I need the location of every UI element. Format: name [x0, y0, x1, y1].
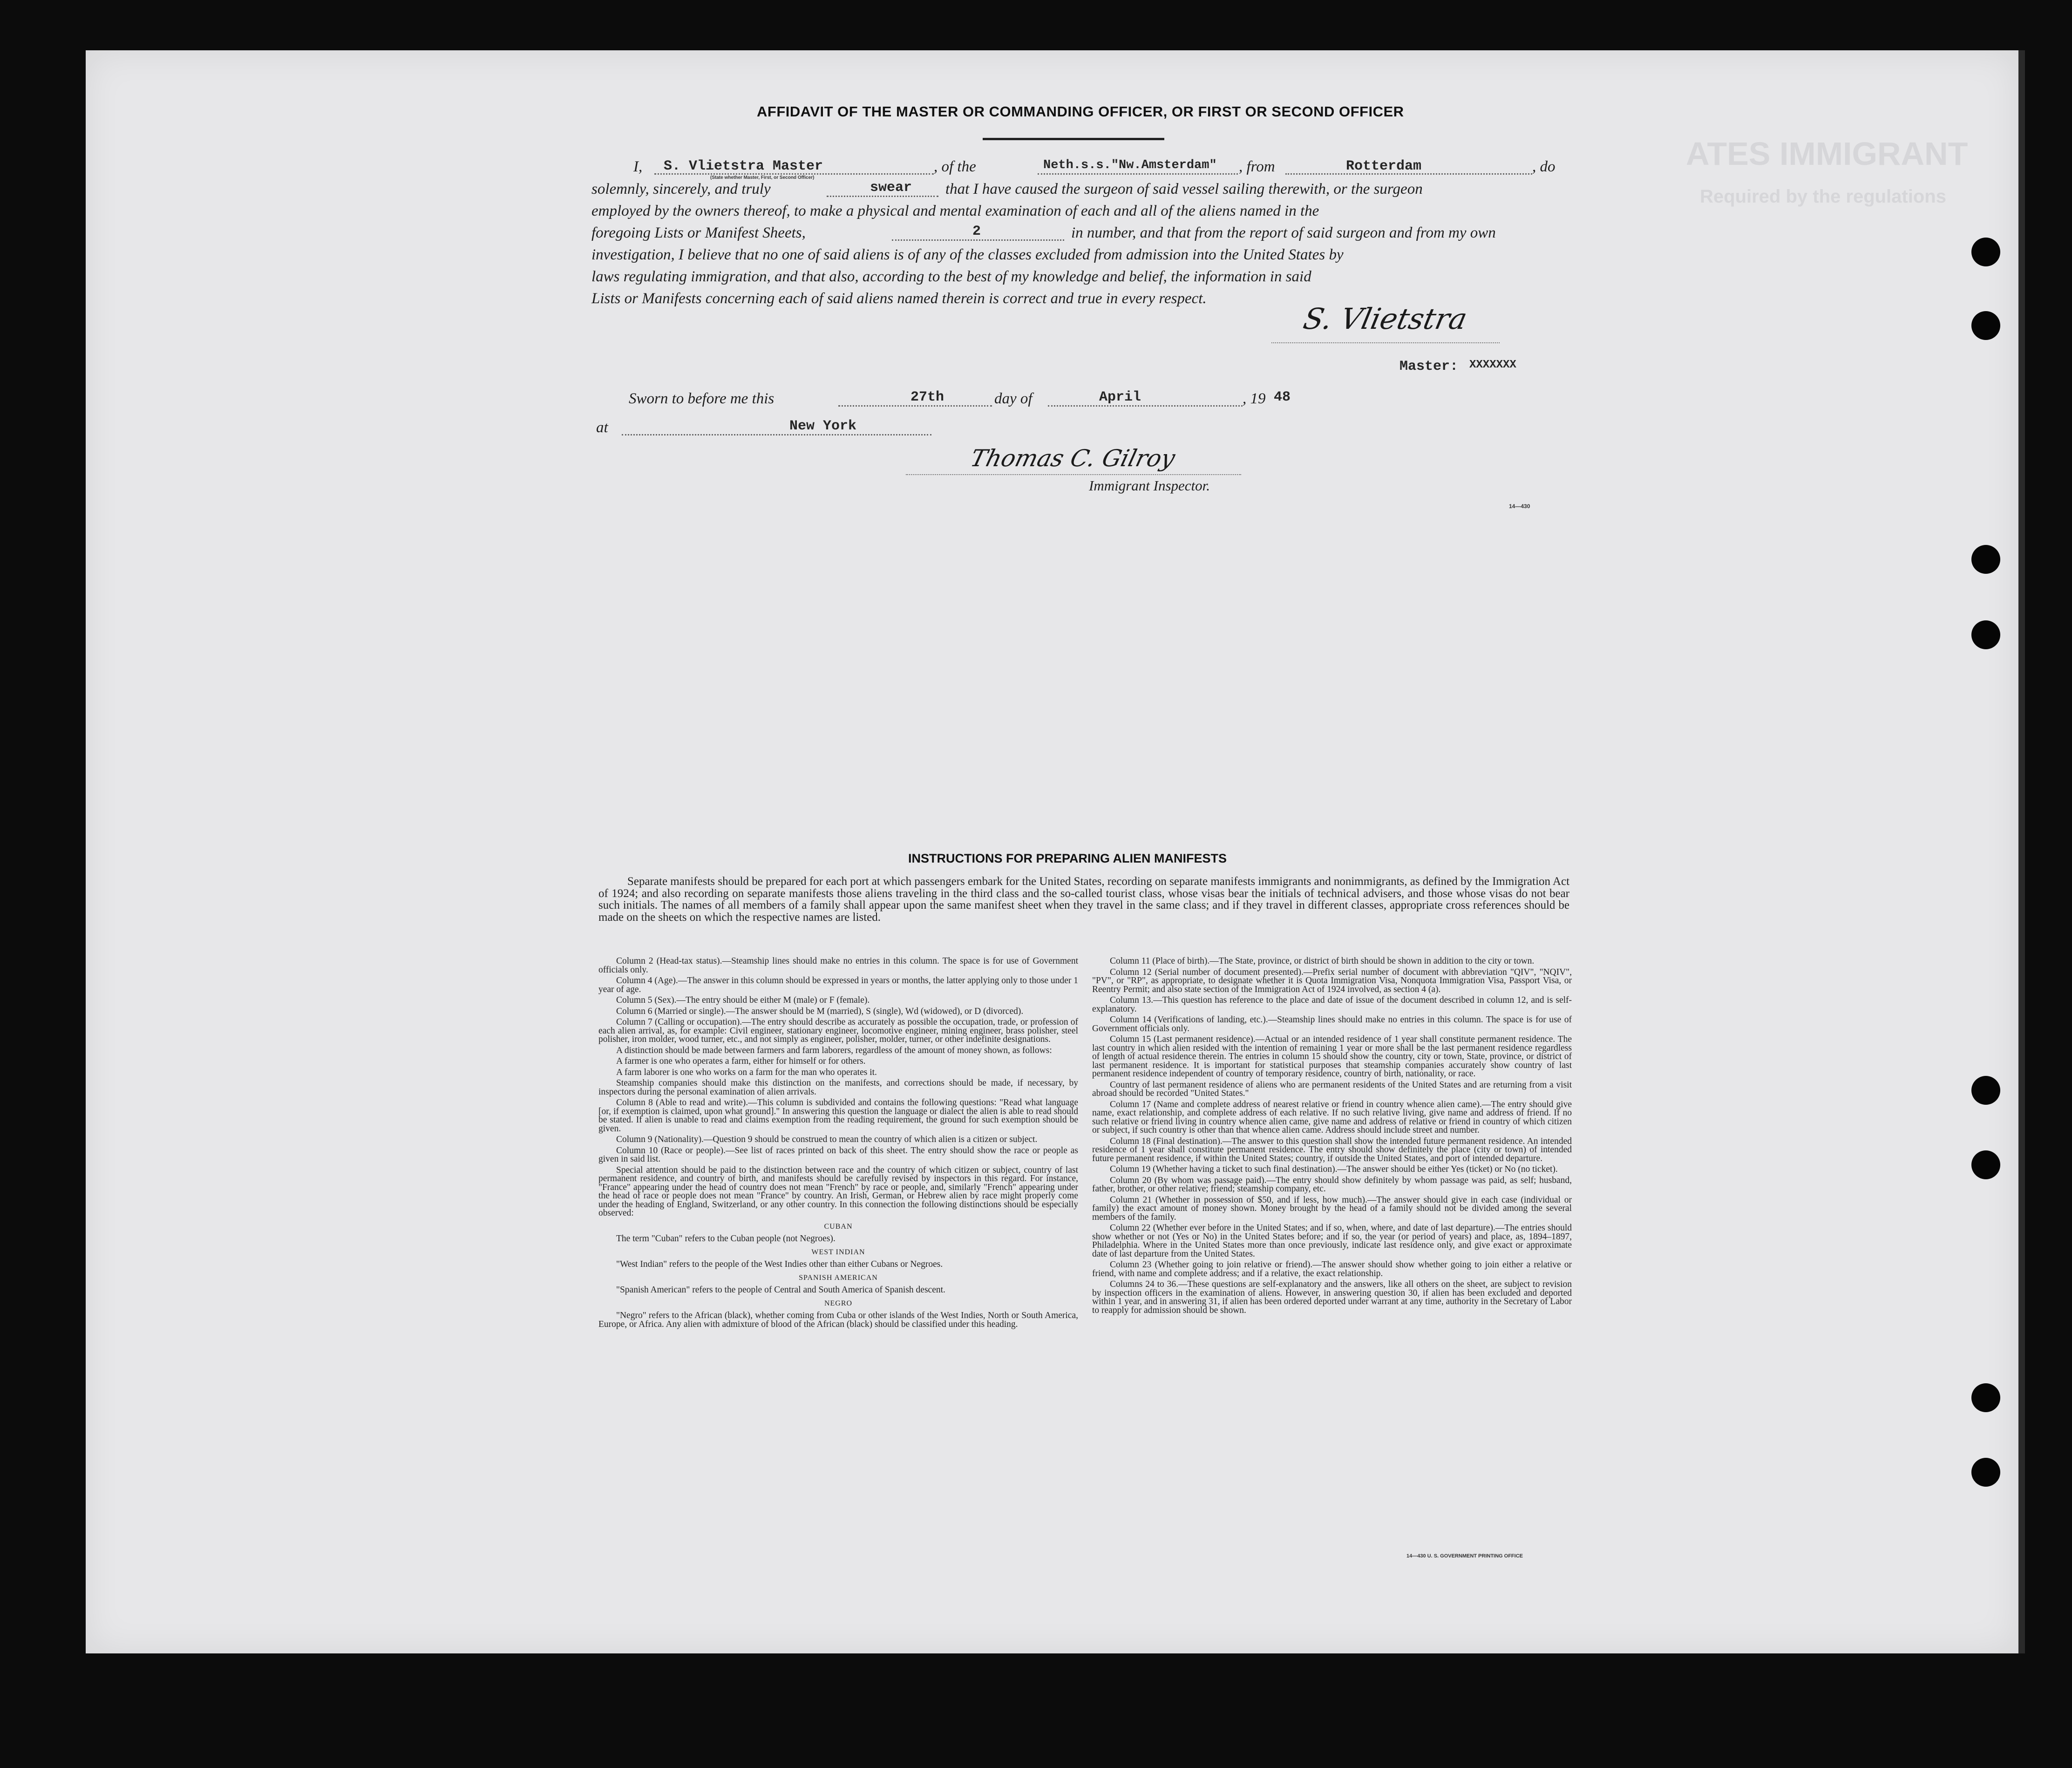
- sworn-place: New York: [789, 418, 857, 434]
- bleed-through: ATES IMMIGRANT: [1686, 136, 1968, 172]
- text-in-number: in number, and that from the report of said surgeon and from my own: [1071, 224, 1496, 241]
- instruction-paragraph: A farmer is one who operates a farm, either for himself or for others.: [616, 1056, 866, 1066]
- instruction-paragraph: Special attention should be paid to the distinction between race and the country of which citizen or subject, country of last permanent residence, and country of birth, and manifests should be carefully revised by inspectors in this regard. For instance, "France" appearing under the head of country does not mean "French" by race or people, and, similarly "French" appearing under the head of race or people does not mean "France" by country. An Irish, German, or Hebrew alien by race might properly come under the heading of England, Switzerland, or any other country. In this connection the following distinctions should be especially observed:: [598, 1165, 1078, 1218]
- instruction-paragraph: Column 12 (Serial number of document presented).—Prefix serial number of document with abbreviation "QIV", "NQIV", "PV", or "RP", as appropriate, to designate whether it is Quota Immigration Visa, Nonquota Immigration Visa, Passport Visa, or Reentry Permit; and also state section of the Immigration Act of 1924 involved, as section 4 (a).: [1092, 967, 1572, 994]
- instruction-paragraph: Column 13.—This question has reference to the place and date of issue of the document described in column 12, and is self-explanatory.: [1092, 995, 1572, 1014]
- place-line: [622, 434, 931, 435]
- sheet-count: 2: [972, 224, 981, 239]
- instruction-paragraph: Column 17 (Name and complete address of nearest relative or friend in country whence alien came).—The entry should give name, exact relationship, and complete address of each relative. If no such relative living, give name and address of friend. If no such relative or friend living in country whence alien came, give name and address of relative or friend in country of which citizen or subject, if such country is other than that whence alien came. Address should include street and number.: [1092, 1099, 1572, 1135]
- text-day-of: day of: [994, 390, 1033, 407]
- text-do: , do: [1532, 158, 1556, 175]
- port-from: Rotterdam: [1346, 158, 1422, 174]
- master-label: Master:: [1399, 359, 1459, 374]
- instruction-paragraph: Country of last permanent residence of aliens who are permanent residents of the United States and are returning from a visit abroad should be recorded "United States.": [1092, 1080, 1572, 1098]
- section-heading: NEGRO: [824, 1299, 853, 1307]
- master-signature: S. Vlietstra: [1300, 302, 1470, 336]
- instruction-paragraph: Column 4 (Age).—The answer in this column should be expressed in years or months, the latter applying only to those under 1 year of age.: [598, 976, 1078, 994]
- instruction-paragraph: Column 7 (Calling or occupation).—The entry should describe as accurately as possible the occupation, trade, or profession of each alien arrival, as, for example: Civil engineer, stationary engineer, locomotive engineer, mining engineer, brass polisher, steel polisher, iron molder, wood turner, etc., and not simply as engineer, polisher, molder, turner, or other indefinite designations.: [598, 1017, 1078, 1044]
- instruction-paragraph: Steamship companies should make this distinction on the manifests, and corrections should be made, if necessary, by inspectors during the personal examination of alien arrivals.: [598, 1078, 1078, 1097]
- inspector-signature: Thomas C. Gilroy: [967, 445, 1178, 472]
- instruction-paragraph: Column 21 (Whether in possession of $50, and if less, how much).—The answer should give in each case (individual or family) the exact amount of money shown. Money brought by the head of a family should not be divided among the several members of the family.: [1092, 1195, 1572, 1222]
- struck-title: XXXXXXX: [1469, 359, 1516, 371]
- instruction-paragraph: Column 19 (Whether having a ticket to such final destination).—The answer should be either Yes (ticket) or No (no ticket).: [1110, 1164, 1558, 1174]
- instruction-paragraph: Column 20 (By whom was passage paid).—The entry should show definitely by whom passage was paid, as self; husband, father, brother, or other relative; friend; steamship company, etc.: [1092, 1175, 1572, 1194]
- punch-hole: [1971, 1150, 2000, 1179]
- sworn-year: 48: [1274, 389, 1291, 405]
- bleed-through: Required by the regulations: [1700, 186, 1946, 207]
- affidavit-line-3: employed by the owners thereof, to make a physical and mental examination of each and all of the aliens named in the: [591, 203, 1319, 219]
- text-foregoing: foregoing Lists or Manifest Sheets,: [591, 224, 806, 241]
- officer-caption: (State whether Master, First, or Second Officer): [710, 175, 815, 180]
- master-signature-line: [1271, 342, 1500, 343]
- instruction-paragraph: Column 8 (Able to read and write).—This column is subdivided and contains the following questions: "Read what language [or, if exemption is claimed, upon what ground]." In answering this question the language or dialect the alien is able to read should be stated. If alien is unable to read and claims exemption from the reading requirement, the ground for such exemption should be given.: [598, 1098, 1078, 1134]
- printing-office-footer: 14—430 U. S. GOVERNMENT PRINTING OFFICE: [1406, 1553, 1523, 1559]
- sheet-edge: [2018, 50, 2025, 1653]
- instruction-paragraph: The term "Cuban" refers to the Cuban people (not Negroes).: [616, 1234, 836, 1244]
- instruction-paragraph: Column 14 (Verifications of landing, etc.).—Steamship lines should make no entries in this column. The space is for use of Government officials only.: [1092, 1015, 1572, 1034]
- instructions-title: INSTRUCTIONS FOR PREPARING ALIEN MANIFESTS: [908, 851, 1227, 865]
- punch-hole: [1971, 1383, 2000, 1412]
- text-at: at: [596, 419, 608, 436]
- instruction-paragraph: "Negro" refers to the African (black), whether coming from Cuba or other islands of the West Indies, North or South America, Europe, or Africa. Any alien with admixture of blood of the African (black) should be classified under this heading.: [598, 1311, 1078, 1329]
- sheets-line: [892, 239, 1064, 241]
- section-heading: WEST INDIAN: [811, 1248, 865, 1256]
- instruction-paragraph: Column 18 (Final destination).—The answer to this question shall show the intended future permanent residence. An intended residence of 1 year shall constitute permanent residence. The entry should show definitely the place (city or town) of intended future permanent residence, if within the United States; country, if outside the United States, and port of intended departure.: [1092, 1136, 1572, 1163]
- punch-hole: [1971, 238, 2000, 266]
- vessel-line: [1038, 173, 1238, 175]
- text-solemnly: solemnly, sincerely, and truly: [591, 181, 771, 197]
- sworn-month-line: [1048, 405, 1243, 407]
- punch-hole: [1971, 620, 2000, 649]
- oath-line: [827, 196, 938, 197]
- punch-hole: [1971, 1458, 2000, 1487]
- inspector-label: Immigrant Inspector.: [1089, 477, 1210, 494]
- sworn-month: April: [1099, 389, 1141, 405]
- affidavit-line-5: investigation, I believe that no one of said aliens is of any of the classes excluded from admission into the United States by: [591, 246, 1344, 263]
- form-code: 14—430: [1509, 503, 1530, 510]
- affidavit-line-6: laws regulating immigration, and that also, according to the best of my knowledge and belief, the information in said: [591, 268, 1311, 285]
- instruction-paragraph: Column 15 (Last permanent residence).—Actual or an intended residence of 1 year shall constitute permanent residence. The last country in which alien resided with the intention of remaining 1 year or more shall be the last permanent residence regardless of length of actual residence therein. The entries in column 15 should show the country, city or town, State, province, or district of last permanent residence. It is important for statistical purposes that steamship companies accurately show country of last permanent residence independent of country of temporary residence, country of birth, nationality, or race.: [1092, 1034, 1572, 1079]
- instructions-right-column: [1092, 957, 1572, 1317]
- instructions-left-column: [598, 957, 1078, 1331]
- punch-hole: [1971, 545, 2000, 574]
- text-sworn: Sworn to before me this: [629, 390, 774, 407]
- instructions-intro: Separate manifests should be prepared for each port at which passengers embark for the United States, recording on separate manifests immigrants and nonimmigrants, as defined by the Immigration Act of 1924; and also recording on separate manifests those aliens traveling in the third class and the so-called tourist class, whose visas bear the initials of technical advisers, and those whose visas do not bear such initials. The names of all members of a family shall appear upon the same manifest sheet when they travel in the same class; and if they travel in different classes, appropriate cross references should be made on the sheets on which the respective names are listed.: [598, 875, 1570, 924]
- instruction-paragraph: "West Indian" refers to the people of the West Indies other than either Cubans or Negroes.: [616, 1259, 943, 1269]
- punch-hole: [1971, 311, 2000, 340]
- instruction-paragraph: Column 11 (Place of birth).—The State, province, or district of birth should be shown in addition to the city or town.: [1110, 956, 1535, 966]
- instruction-paragraph: Columns 24 to 36.—These questions are self-explanatory and the answers, like all others on the sheet, are subject to revision by inspection officers in the examination of aliens. However, in answering question 30, if alien has been excluded and deported within 1 year, and in answering 31, if alien has been ordered deported under warrant at any time, authority in the Secretary of Labor to reapply for admission should be shown.: [1092, 1279, 1572, 1315]
- title-underline: [983, 138, 1164, 140]
- affidavit-title: AFFIDAVIT OF THE MASTER OR COMMANDING OFFICER, OR FIRST OR SECOND OFFICER: [757, 103, 1404, 120]
- instruction-paragraph: Column 5 (Sex).—The entry should be either M (male) or F (female).: [616, 995, 870, 1005]
- inspector-signature-line: [906, 474, 1241, 475]
- vessel-name: Neth.s.s."Nw.Amsterdam": [1043, 158, 1217, 172]
- instruction-paragraph: A distinction should be made between farmers and farm laborers, regardless of the amount of money shown, as follows:: [616, 1045, 1052, 1055]
- instruction-paragraph: Column 6 (Married or single).—The answer should be M (married), S (single), Wd (widowed), or D (divorced).: [616, 1006, 1024, 1016]
- instruction-paragraph: "Spanish American" refers to the people of Central and South America of Spanish descent.: [616, 1285, 945, 1295]
- text-surgeon: that I have caused the surgeon of said vessel sailing therewith, or the surgeon: [945, 181, 1423, 197]
- text-of-the: , of the: [934, 158, 976, 175]
- sworn-day: 27th: [910, 389, 944, 405]
- oath-word: swear: [870, 180, 912, 196]
- instruction-paragraph: Column 10 (Race or people).—See list of races printed on back of this sheet. The entry should show the race or people as given in said list.: [598, 1145, 1078, 1164]
- instruction-paragraph: Column 9 (Nationality).—Question 9 should be construed to mean the country of which alien is a citizen or subject.: [616, 1135, 1038, 1144]
- instruction-paragraph: A farm laborer is one who works on a farm for the man who operates it.: [616, 1067, 877, 1077]
- affidavit-line-7: Lists or Manifests concerning each of said aliens named therein is correct and true in every respect.: [591, 290, 1207, 307]
- section-heading: SPANISH AMERICAN: [799, 1273, 878, 1282]
- text-i: I,: [633, 158, 643, 175]
- officer-name: S. Vlietstra Master: [664, 158, 823, 174]
- instruction-paragraph: Column 23 (Whether going to join relative or friend).—The answer should show whether going to join either a relative or friend, with name and complete address; and if a relative, the exact relationship.: [1092, 1260, 1572, 1278]
- punch-hole: [1971, 1076, 2000, 1105]
- text-from: , from: [1239, 158, 1275, 175]
- text-year-prefix: , 19: [1243, 390, 1266, 407]
- instruction-paragraph: Column 2 (Head-tax status).—Steamship lines should make no entries in this column. The space is for use of Government officials only.: [598, 956, 1078, 975]
- sworn-day-line: [838, 405, 992, 407]
- section-heading: CUBAN: [824, 1222, 853, 1231]
- instruction-paragraph: Column 22 (Whether ever before in the United States; and if so, when, where, and date of last departure).—The entries should show whether or not (Yes or No) in the United States before; and if so, the year (or period of years) and place, as, 1894–1897, Philadelphia. Where in the United States more than once previously, indicate last residence only, and give exact or approximate date of last departure from the United States.: [1092, 1223, 1572, 1259]
